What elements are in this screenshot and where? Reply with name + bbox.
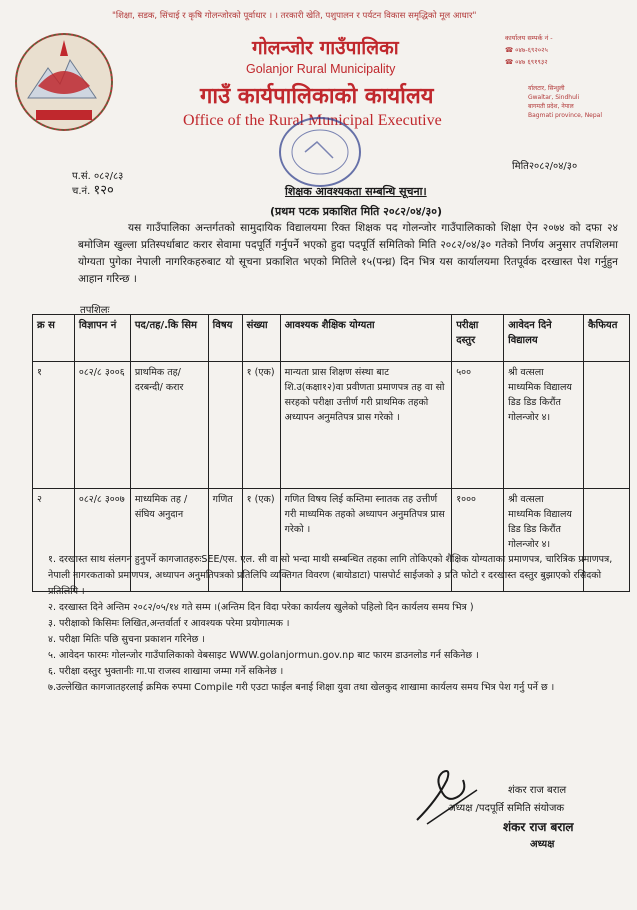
table-cell: गणित <box>208 489 242 592</box>
note-item: ६. परीक्षा दस्तुर भुक्तानीः गा.पा राजस्व शाखामा जम्मा गर्ने सकिनेछ । <box>48 666 284 677</box>
table-header-cell: क्र स <box>33 315 75 362</box>
notes-list <box>48 552 633 696</box>
municipality-name-en: Golanjor Rural Municipality <box>246 62 396 76</box>
note-item: १. दरखास्त साथ संलगन हुनुपर्ने कागजातहरुःSEE/एस. एल. सी वा सो भन्दा माथी सम्बन्धित तहका लागि तोकिएको शैक्षिक योग्यताका प्रमाणपत्र, चारित्रिक प्रमाणपत्र, नेपाली नागरकताको प्रमाणपत्र, अध्यापन अनुमतिपत्रको प्रतिलिपि व्यक्तिगत विवरण (बायोडाटा) पासपोर्ट साईजको ३ प्रति फोटो र दरखास्त दस्तुर बुझाएको रसिदको प्रतिलिपि । <box>48 554 613 597</box>
table-cell <box>208 362 242 489</box>
table-cell: माध्यमिक तह /संघिय अनुदान <box>130 489 208 592</box>
vacancy-table <box>32 314 630 592</box>
table-cell: १ (एक) <box>242 489 280 592</box>
address-line: बागमती प्रदेश, नेपाल <box>528 103 574 110</box>
tabsheel-label: तपशिलः <box>80 305 110 316</box>
office-stamp-icon <box>275 112 365 192</box>
note-item: ५. आवेदन फारमः गोलन्जोर गाउँपालिकाको वेबसाइट WWW.golanjormun.gov.np बाट फारम डाउनलोड गर्न सकिनेछ । <box>48 650 479 661</box>
table-cell: मान्यता प्रास शिक्षण संस्था बाट शि.उ(कक्षा१२)वा प्रवीणता प्रमाणपत्र तह वा सो सरहको परीक्षा उत्तीर्ण गरी प्राथमिक तहको अध्यापन अनुमतिपत्र प्रास गरेको । <box>280 362 452 489</box>
table-cell: प्राथमिक तह/ दरबन्दी/ करार <box>130 362 208 489</box>
table-cell: १ (एक) <box>242 362 280 489</box>
patra-sankhya: प.सं. ०८२/८३ <box>72 171 124 182</box>
reference-block <box>72 170 123 199</box>
notice-title: शिक्षक आवश्यकता सम्बन्धि सूचना। <box>285 185 427 198</box>
nepal-emblem-icon <box>8 26 120 136</box>
handwritten-signature-icon <box>407 760 497 830</box>
table-cell: ०८२/८ ३००७ <box>74 489 130 592</box>
contact-label: कार्यालय सम्पर्क नं - <box>505 34 553 42</box>
note-item: ४. परीक्षा मितिः पछि सुचना प्रकाशन गरिनेछ । <box>48 634 205 645</box>
table-header-cell: आवश्यक शैक्षिक योग्यता <box>280 315 452 362</box>
table-header-row <box>33 315 630 362</box>
table-cell: ५०० <box>452 362 504 489</box>
table-row <box>33 362 630 489</box>
address-line: र्यालटार, सिन्धुली <box>528 85 565 92</box>
phone-2: ☎ ०४७ ६९१९३२ <box>505 58 548 66</box>
table-cell: १००० <box>452 489 504 592</box>
note-item: ३. परीक्षाको किसिमः लिखित,अन्तर्वार्ता र आवश्यक परेमा प्रयोगात्मक । <box>48 618 290 629</box>
table-header-cell: पद/तह/.कि सिम <box>130 315 208 362</box>
table-cell <box>583 362 629 489</box>
signer-role: अध्यक्ष /पदपूर्ति समिति संयोजक <box>448 803 565 814</box>
header-tagline: "शिक्षा, सडक, सिंचाई र कृषि गोलन्जोरको पूर्वाधार । । तरकारी खेति, पशुपालन र पर्यटन विकास समृद्धिको मूल आधार" <box>112 11 477 21</box>
table-header-cell: विज्ञापन नं <box>74 315 130 362</box>
table-header-cell: परीक्षा दस्तुर <box>452 315 504 362</box>
table-cell: २ <box>33 489 75 592</box>
address-line: Gwaltar, Sindhuli <box>528 94 580 101</box>
signer-stamp-name: शंकर राज बराल <box>503 820 574 834</box>
contact-block <box>505 32 553 68</box>
chalani-number <box>72 184 123 199</box>
address-line: Bagmati province, Nepal <box>528 112 603 119</box>
office-name-np: गाउँ कार्यपालिकाको कार्यालय <box>200 84 434 109</box>
chalani-value: १२० <box>93 183 114 198</box>
notice-subtitle: (प्रथम पटक प्रकाशित मिति २०८२/०४/३०) <box>270 205 442 218</box>
chalani-label: च.नं. <box>72 186 91 197</box>
phone-1: ☎ ०४७-६९२०२५ <box>505 46 548 54</box>
note-item: २. दरखास्त दिने अन्तिम २०८२/०५/१४ गते सम्म ।(अन्तिम दिन विदा परेका कार्यलय खुलेको पहिलो दिन कार्यलय समय भित्र ) <box>48 602 474 613</box>
address-block <box>528 84 602 120</box>
signer-name: शंकर राज बराल <box>508 785 567 796</box>
table-cell: ०८२/८ ३००६ <box>74 362 130 489</box>
office-name-en: Office of the Rural Municipal Executive <box>183 112 442 129</box>
signer-stamp-role: अध्यक्ष <box>530 839 555 850</box>
table-cell: श्री वत्सला माध्यमिक विद्यालय डिड डिड किरौंत गोलन्जोर ४। <box>504 489 584 592</box>
municipality-name-np: गोलन्जोर गाउँपालिका <box>252 37 399 59</box>
table-header-cell: संख्या <box>242 315 280 362</box>
table-cell: श्री वत्सला माध्यमिक विद्यालय डिड डिड किरौंत गोलन्जोर ४। <box>504 362 584 489</box>
table-header-cell: आवेदन दिने विद्यालय <box>504 315 584 362</box>
table-cell: गणित विषय लिई कम्तिमा स्नातक तह उत्तीर्ण गरी माध्यमिक तहको अध्यापन अनुमतिपत्र प्रास गरेको । <box>280 489 452 592</box>
note-item: ७.उल्लेखित कागजातहरलाई क्रमिक रुपमा Compile गरी एउटा फाईल बनाई शिक्षा युवा तथा खेलकुद शाखामा कार्यलय समय भित्र पेश गर्नु पर्ने छ । <box>48 682 555 693</box>
notice-body: यस गाउँपालिका अन्तर्गतको सामुदायिक विद्यालयमा रिक्त शिक्षक पद गोलन्जोर गाउँपालिकाको शिक्षा ऐन २०७४ को दफा २४ बमोजिम खुल्ला प्रतिस्पर्धाबाट करार सेवामा पदपूर्ति गर्नुपर्ने भएको हुदा पदपूर्ति समितिको मिति २०८२/०४/३० गतेको निर्णय अनुसार तपशिलमा योग्यता पुगेका नेपाली नागरिकहरुबाट यो सूचना प्रकाशित भएको मितिले १५(पन्ध्र) दिन भित्र यस कार्यालयमा रितपूर्वक दरखास्त पेश गर्नुहुन आहान गरिन्छ । <box>78 222 618 285</box>
table-header-cell: कैफियत <box>583 315 629 362</box>
table-cell: १ <box>33 362 75 489</box>
table-header-cell: विषय <box>208 315 242 362</box>
notice-date: मिति२०८२/०४/३० <box>512 161 578 172</box>
